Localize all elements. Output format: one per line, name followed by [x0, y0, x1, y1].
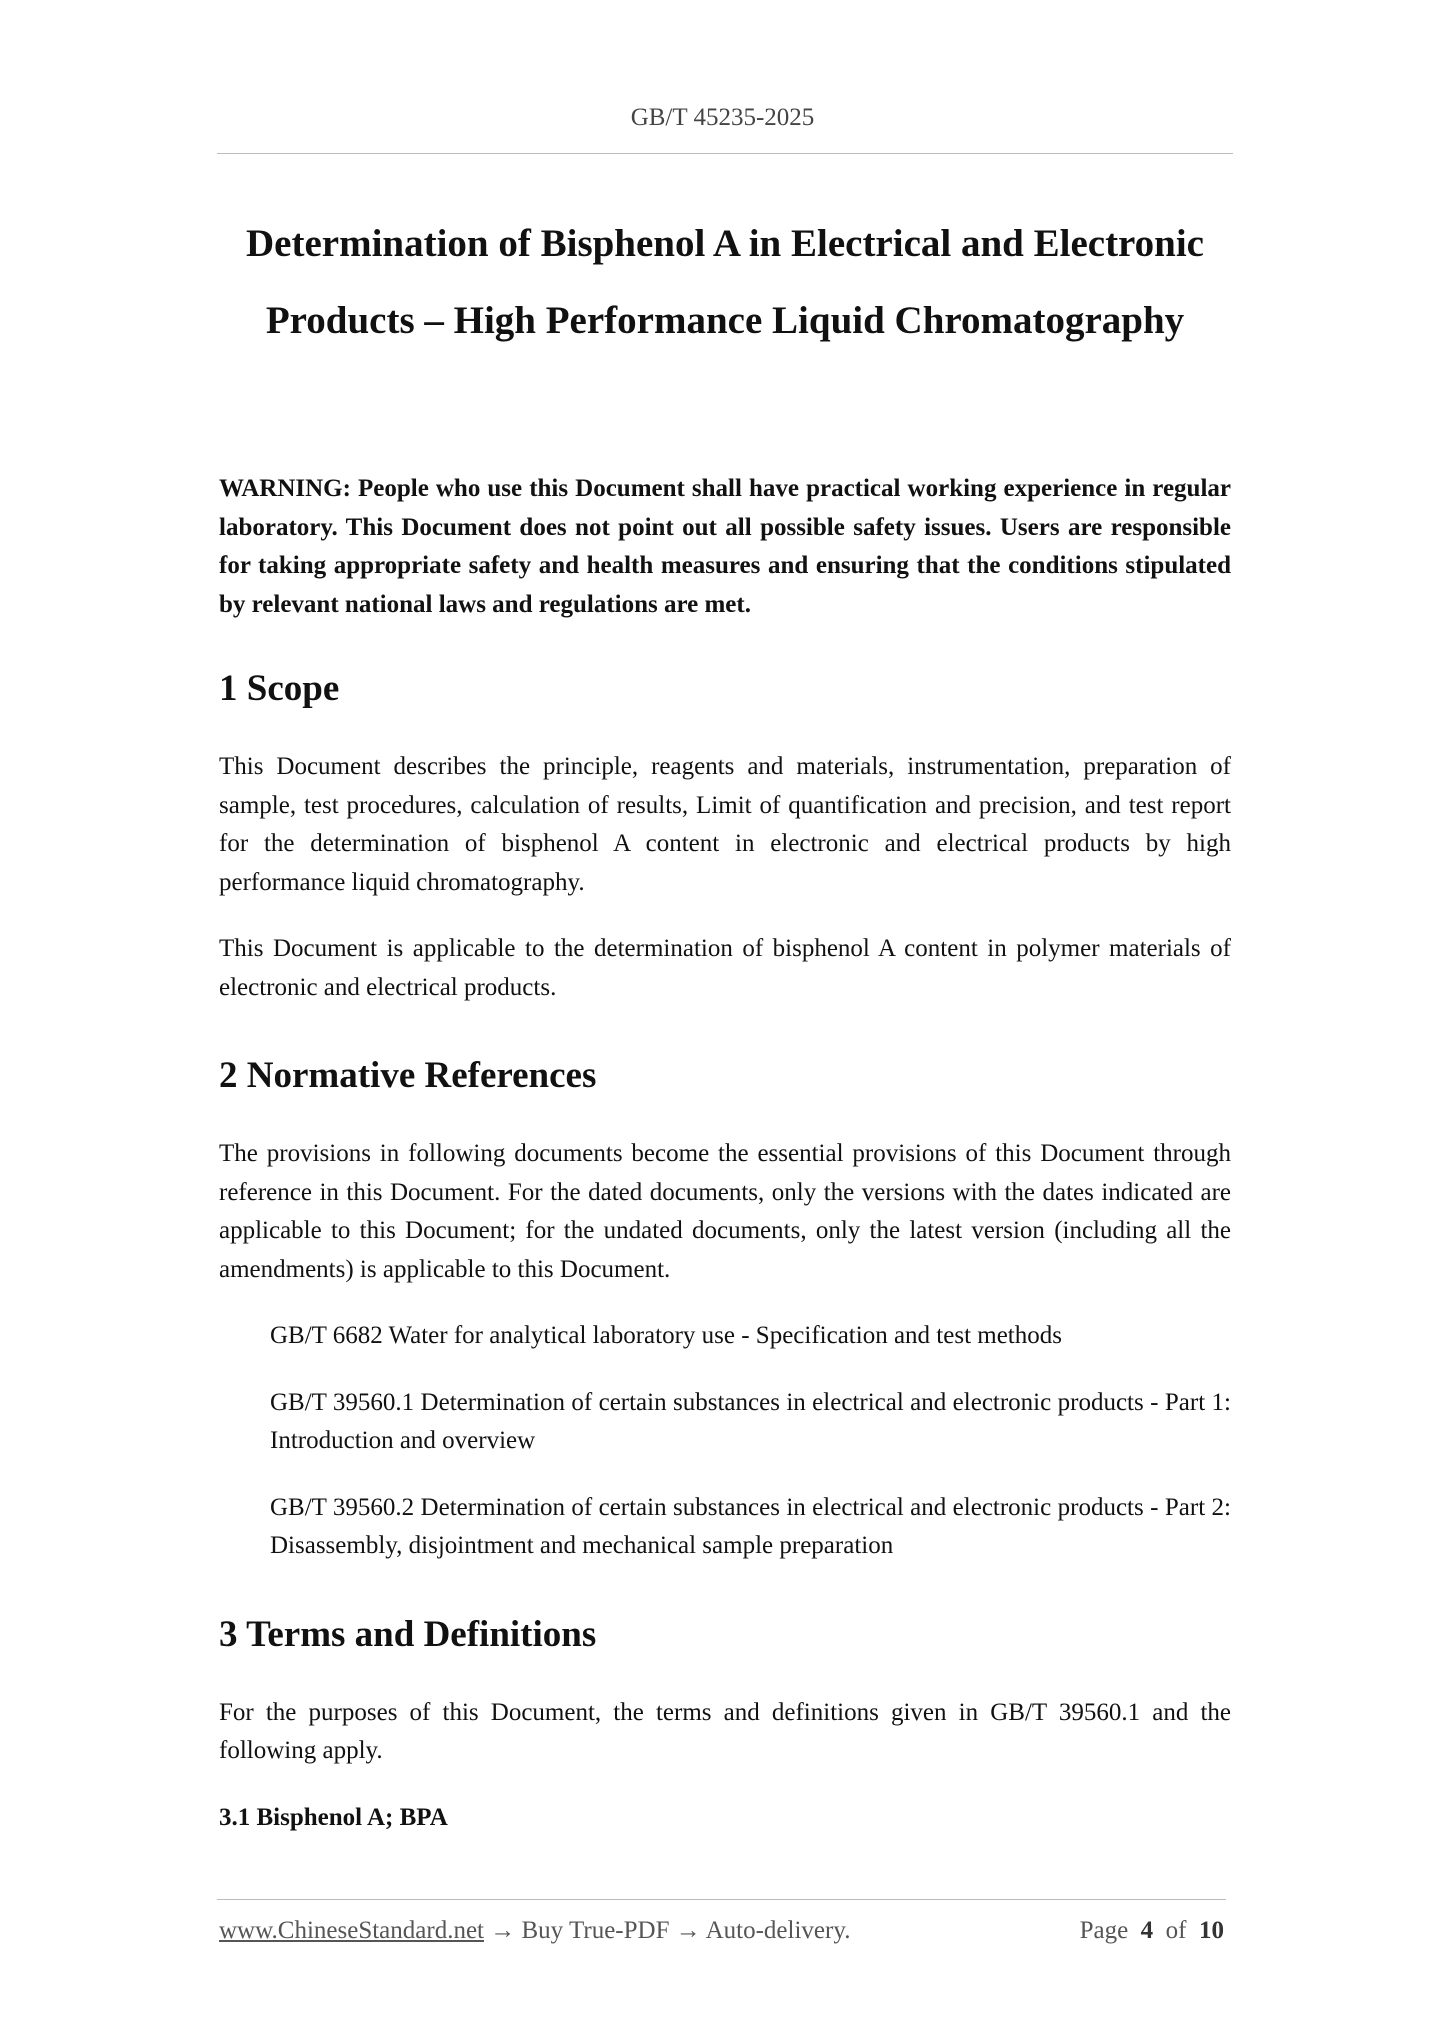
document-title-line-1: Determination of Bisphenol A in Electrical and Electronic	[246, 222, 1204, 265]
warning-paragraph: WARNING: People who use this Document shall have practical working experience in regular laboratory. This Document does not point out all possible safety issues. Users are responsible for taking appropriate safety and health measures and ensuring that the conditions stipulated by relevant national laws and regulations are met.	[219, 475, 1231, 618]
header-divider	[217, 153, 1233, 154]
page-of-label: of	[1165, 1917, 1187, 1944]
page-label: Page	[1079, 1917, 1129, 1944]
page-total: 10	[1199, 1917, 1224, 1944]
buy-true-pdf-text: Buy True-PDF	[521, 1917, 670, 1944]
section-heading-scope: 1 Scope	[219, 668, 340, 709]
subsection-heading-bisphenol-a: 3.1 Bisphenol A; BPA	[219, 1803, 448, 1831]
page-number	[1080, 1917, 1224, 1945]
normative-reference-item: GB/T 39560.2 Determination of certain substances in electrical and electronic products - Part 2: Disassembly, disjointment and mechanical sample preparation	[270, 1493, 1231, 1559]
document-title	[217, 205, 1233, 359]
auto-delivery-text: Auto-delivery.	[705, 1917, 851, 1944]
website-link[interactable]: www.ChineseStandard.net	[219, 1917, 484, 1944]
scope-paragraph-1: This Document describes the principle, reagents and materials, instrumentation, preparation of sample, test procedures, calculation of results, Limit of quantification and precision, and test report for the determination of bisphenol A content in electronic and electrical products by high performance liquid chromatography.	[219, 753, 1231, 896]
footer-divider	[217, 1899, 1226, 1900]
footer-promo	[219, 1917, 850, 1945]
header-standard-code: GB/T 45235-2025	[630, 104, 815, 131]
page-current: 4	[1140, 1917, 1154, 1944]
arrow-right-icon: →	[675, 1917, 701, 1944]
document-body	[219, 470, 1231, 1837]
scope-paragraph-2: This Document is applicable to the determination of bisphenol A content in polymer materials of electronic and electrical products.	[219, 935, 1231, 1001]
section-heading-terms-and-definitions: 3 Terms and Definitions	[219, 1613, 597, 1655]
terms-paragraph-1: For the purposes of this Document, the terms and definitions given in GB/T 39560.1 and the following apply.	[219, 1698, 1231, 1764]
document-title-line-2: Products – High Performance Liquid Chromatography	[265, 299, 1185, 342]
normative-paragraph-1: The provisions in following documents become the essential provisions of this Document through reference in this Document. For the dated documents, only the versions with the dates indicated are applicable to this Document; for the undated documents, only the latest version (including all the amendments) is applicable to this Document.	[219, 1140, 1231, 1283]
normative-reference-item: GB/T 39560.1 Determination of certain substances in electrical and electronic products - Part 1: Introduction and overview	[270, 1388, 1231, 1454]
normative-reference-item: GB/T 6682 Water for analytical laboratory use - Specification and test methods	[270, 1322, 1062, 1349]
section-heading-normative-references: 2 Normative References	[219, 1055, 597, 1096]
arrow-right-icon: →	[490, 1917, 516, 1944]
